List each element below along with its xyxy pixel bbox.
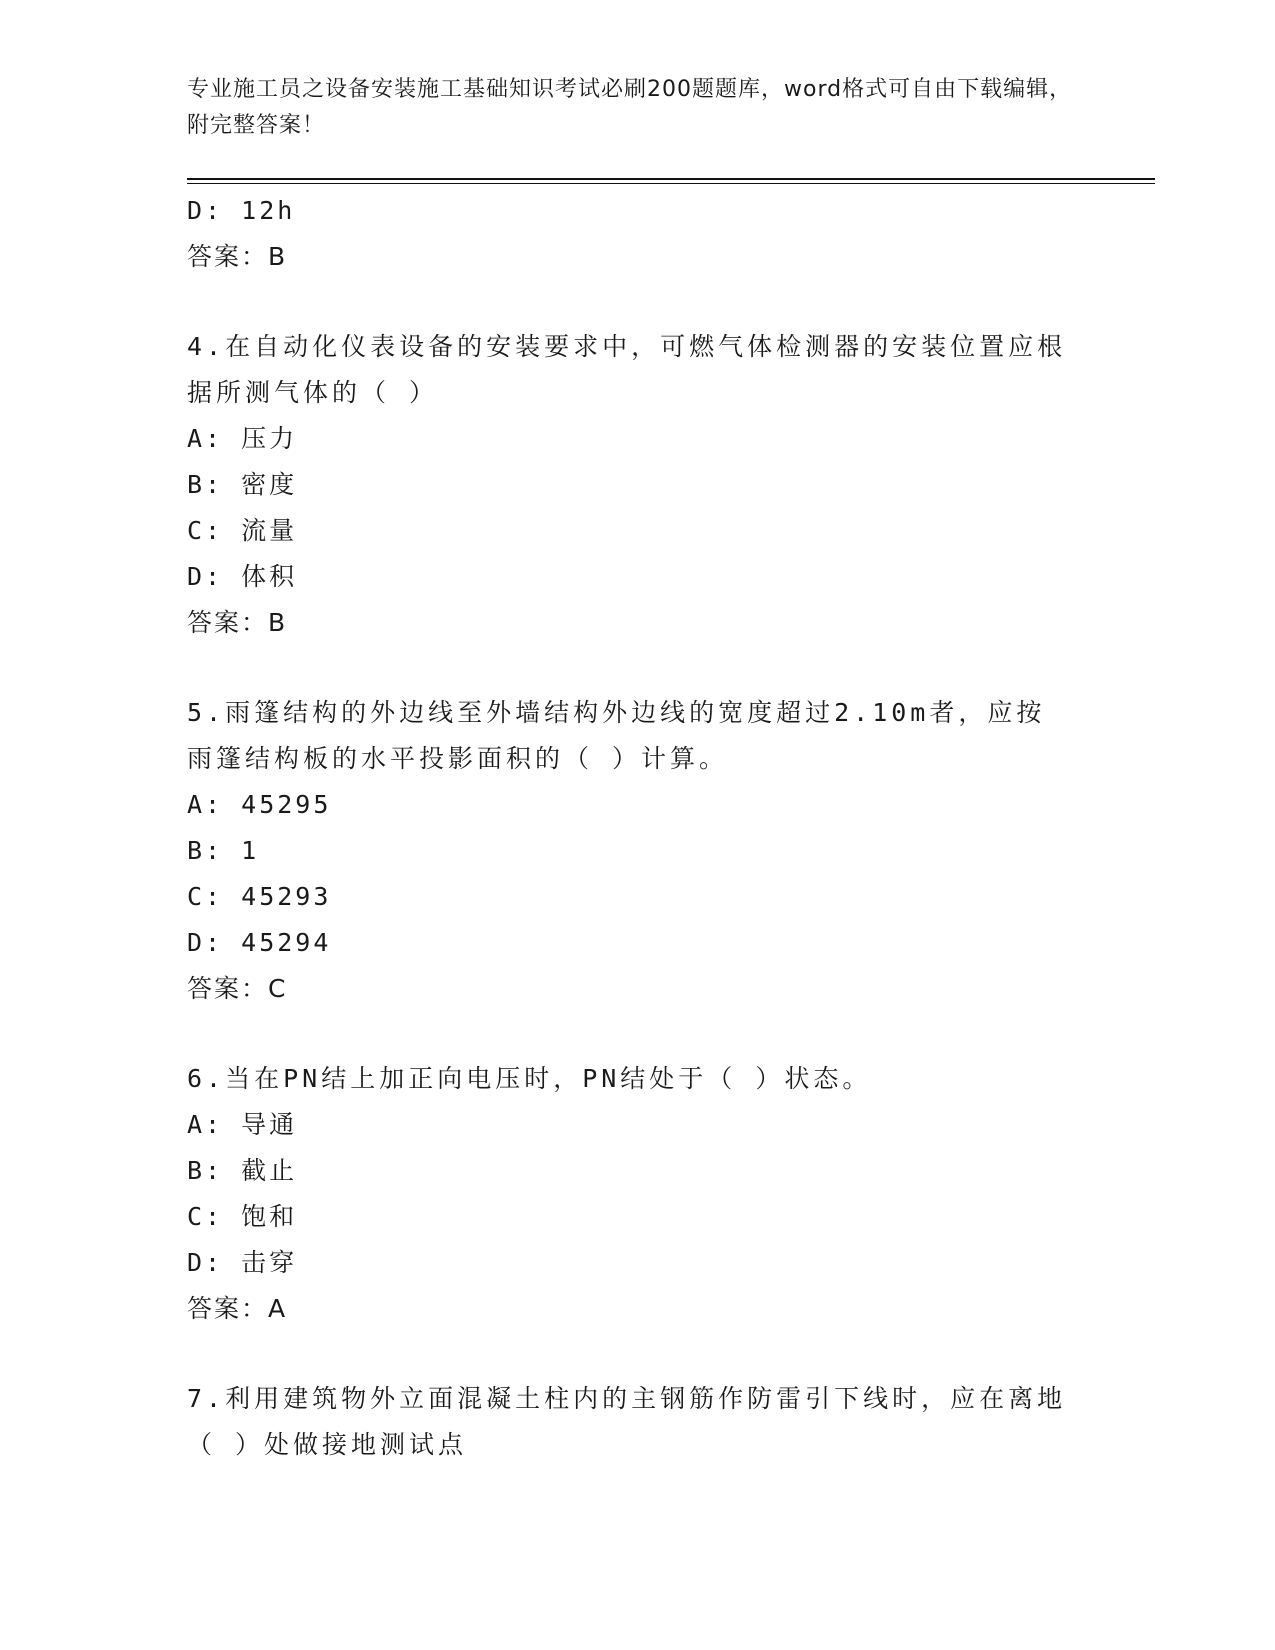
answer-line: 答案：B <box>187 608 288 637</box>
question-4 <box>187 324 1067 646</box>
answer-line: 答案：B <box>187 242 288 271</box>
option-a: A: 压力 <box>187 424 298 453</box>
question-stem: 7.利用建筑物外立面混凝土柱内的主钢筋作防雷引下线时，应在离地（ ）处做接地测试点 <box>187 1384 1067 1459</box>
spacer <box>187 1332 1067 1376</box>
option-c: C: 45293 <box>187 882 332 911</box>
option-d: D: 体积 <box>187 562 298 591</box>
spacer <box>187 280 1067 324</box>
option-a: A: 45295 <box>187 790 332 819</box>
question-stem: 6.当在PN结上加正向电压时，PN结处于（ ）状态。 <box>187 1064 872 1093</box>
question-6 <box>187 1056 1067 1332</box>
question-7 <box>187 1376 1067 1468</box>
question-content <box>187 188 1067 1468</box>
option-b: B: 截止 <box>187 1156 298 1185</box>
option-a: A: 导通 <box>187 1110 298 1139</box>
header-divider-thin <box>187 183 1155 184</box>
option-d: D: 击穿 <box>187 1248 298 1277</box>
spacer <box>187 646 1067 690</box>
option-d: D: 12h <box>187 196 296 225</box>
option-b: B: 密度 <box>187 470 298 499</box>
spacer <box>187 1012 1067 1056</box>
question-stem: 4.在自动化仪表设备的安装要求中，可燃气体检测器的安装位置应根据所测气体的（ ） <box>187 332 1067 407</box>
option-c: C: 饱和 <box>187 1202 298 1231</box>
header-divider-thick <box>187 178 1155 180</box>
option-c: C: 流量 <box>187 516 298 545</box>
question-stem: 5.雨篷结构的外边线至外墙结构外边线的宽度超过2.10m者，应按雨篷结构板的水平投影面积的（ ）计算。 <box>187 698 1046 773</box>
question-5 <box>187 690 1067 1012</box>
answer-line: 答案：A <box>187 1294 288 1323</box>
document-header: 专业施工员之设备安装施工基础知识考试必刷200题题库，word格式可自由下载编辑，附完整答案！ <box>187 77 1073 138</box>
option-b: B: 1 <box>187 836 260 865</box>
answer-line: 答案：C <box>187 974 288 1003</box>
option-d: D: 45294 <box>187 928 332 957</box>
